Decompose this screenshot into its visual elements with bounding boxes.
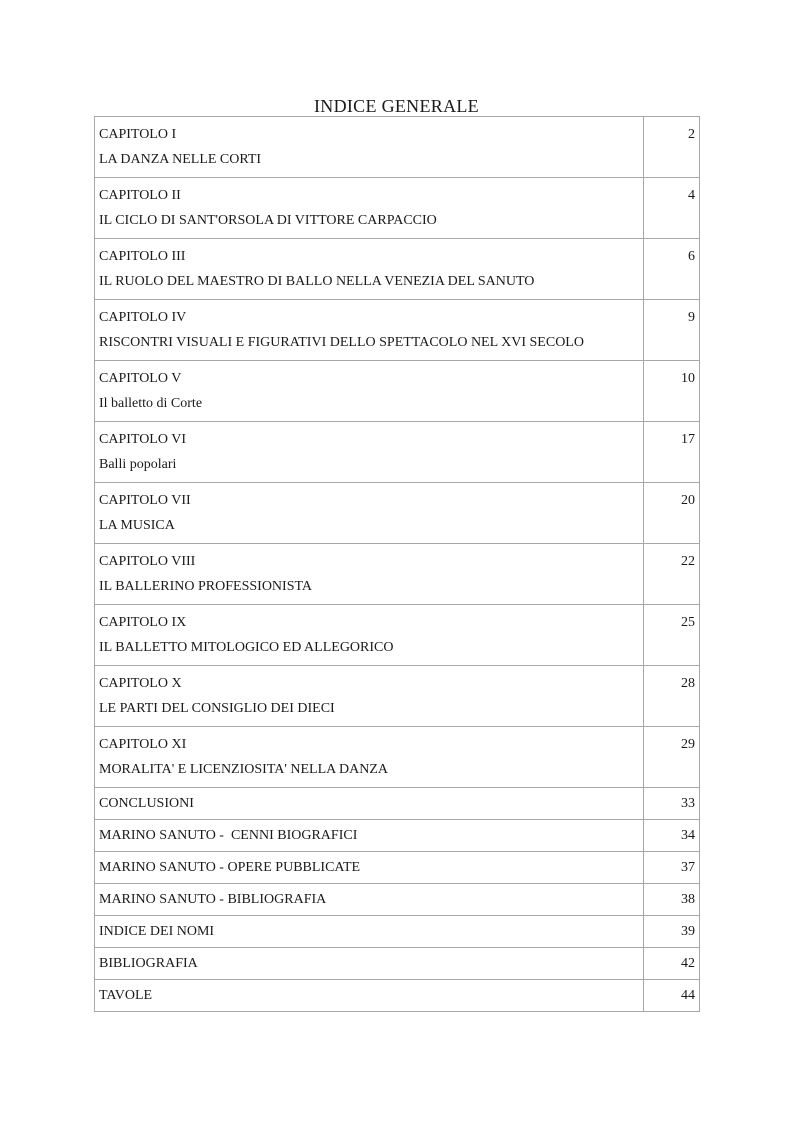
page-number: 6: [644, 239, 700, 300]
table-of-contents: [94, 116, 700, 1012]
chapter-title: Il balletto di Corte: [99, 396, 203, 411]
toc-row-cenni-biografici[interactable]: [95, 820, 700, 852]
toc-entry-title-cell: [95, 239, 644, 300]
toc-row-chapter-9[interactable]: [95, 605, 700, 666]
toc-row-indice-dei-nomi[interactable]: [95, 916, 700, 948]
toc-row-chapter-8[interactable]: [95, 544, 700, 605]
page-number: 38: [644, 884, 700, 916]
page-number: 10: [644, 361, 700, 422]
page-number: 37: [644, 852, 700, 884]
toc-row-sanuto-bibliografia[interactable]: [95, 884, 700, 916]
toc-row-chapter-7[interactable]: [95, 483, 700, 544]
chapter-number: CAPITOLO IX: [99, 615, 187, 630]
toc-row-conclusioni[interactable]: [95, 788, 700, 820]
chapter-number: CAPITOLO X: [99, 676, 182, 691]
toc-entry-title-cell: [95, 605, 644, 666]
page-number: 28: [644, 666, 700, 727]
section-title: MARINO SANUTO - BIBLIOGRAFIA: [95, 884, 644, 916]
chapter-title: RISCONTRI VISUALI E FIGURATIVI DELLO SPETTACOLO NEL XVI SECOLO: [99, 335, 584, 350]
page-number: 20: [644, 483, 700, 544]
chapter-number: CAPITOLO V: [99, 371, 182, 386]
page-number: 22: [644, 544, 700, 605]
toc-row-chapter-4[interactable]: [95, 300, 700, 361]
toc-row-opere-pubblicate[interactable]: [95, 852, 700, 884]
toc-entry-title-cell: [95, 544, 644, 605]
chapter-number: CAPITOLO VII: [99, 493, 191, 508]
section-title: INDICE DEI NOMI: [95, 916, 644, 948]
page-number: 42: [644, 948, 700, 980]
toc-row-chapter-11[interactable]: [95, 727, 700, 788]
toc-row-chapter-1[interactable]: [95, 117, 700, 178]
toc-entry-title-cell: [95, 422, 644, 483]
toc-row-chapter-10[interactable]: [95, 666, 700, 727]
page-number: 29: [644, 727, 700, 788]
page-number: 39: [644, 916, 700, 948]
chapter-title: Balli popolari: [99, 457, 177, 472]
chapter-title: IL CICLO DI SANT'ORSOLA DI VITTORE CARPACCIO: [99, 213, 437, 228]
section-title: BIBLIOGRAFIA: [95, 948, 644, 980]
toc-row-chapter-5[interactable]: [95, 361, 700, 422]
toc-entry-title-cell: [95, 727, 644, 788]
page-number: 34: [644, 820, 700, 852]
page-number: 4: [644, 178, 700, 239]
toc-row-tavole[interactable]: [95, 980, 700, 1012]
toc-row-bibliografia[interactable]: [95, 948, 700, 980]
page-number: 33: [644, 788, 700, 820]
toc-entry-title-cell: [95, 300, 644, 361]
page-number: 25: [644, 605, 700, 666]
chapter-number: CAPITOLO VI: [99, 432, 186, 447]
toc-entry-title-cell: [95, 361, 644, 422]
section-title: MARINO SANUTO - CENNI BIOGRAFICI: [95, 820, 644, 852]
toc-row-chapter-6[interactable]: [95, 422, 700, 483]
page-number: 2: [644, 117, 700, 178]
chapter-number: CAPITOLO III: [99, 249, 186, 264]
chapter-title: IL BALLETTO MITOLOGICO ED ALLEGORICO: [99, 640, 394, 655]
toc-entry-title-cell: [95, 178, 644, 239]
section-title: MARINO SANUTO - OPERE PUBBLICATE: [95, 852, 644, 884]
chapter-number: CAPITOLO XI: [99, 737, 187, 752]
section-title: CONCLUSIONI: [95, 788, 644, 820]
chapter-title: LA MUSICA: [99, 518, 175, 533]
toc-row-chapter-2[interactable]: [95, 178, 700, 239]
chapter-title: MORALITA' E LICENZIOSITA' NELLA DANZA: [99, 762, 388, 777]
page-number: 17: [644, 422, 700, 483]
chapter-title: IL BALLERINO PROFESSIONISTA: [99, 579, 313, 594]
page-number: 44: [644, 980, 700, 1012]
chapter-title: LA DANZA NELLE CORTI: [99, 152, 262, 167]
section-title: TAVOLE: [95, 980, 644, 1012]
chapter-title: IL RUOLO DEL MAESTRO DI BALLO NELLA VENEZIA DEL SANUTO: [99, 274, 535, 289]
toc-entry-title-cell: [95, 117, 644, 178]
chapter-number: CAPITOLO IV: [99, 310, 187, 325]
page-number: 9: [644, 300, 700, 361]
toc-entry-title-cell: [95, 483, 644, 544]
toc-entry-title-cell: [95, 666, 644, 727]
page-title: INDICE GENERALE: [314, 96, 479, 116]
chapter-number: CAPITOLO I: [99, 127, 177, 142]
toc-row-chapter-3[interactable]: [95, 239, 700, 300]
chapter-number: CAPITOLO VIII: [99, 554, 196, 569]
chapter-number: CAPITOLO II: [99, 188, 181, 203]
chapter-title: LE PARTI DEL CONSIGLIO DEI DIECI: [99, 701, 335, 716]
